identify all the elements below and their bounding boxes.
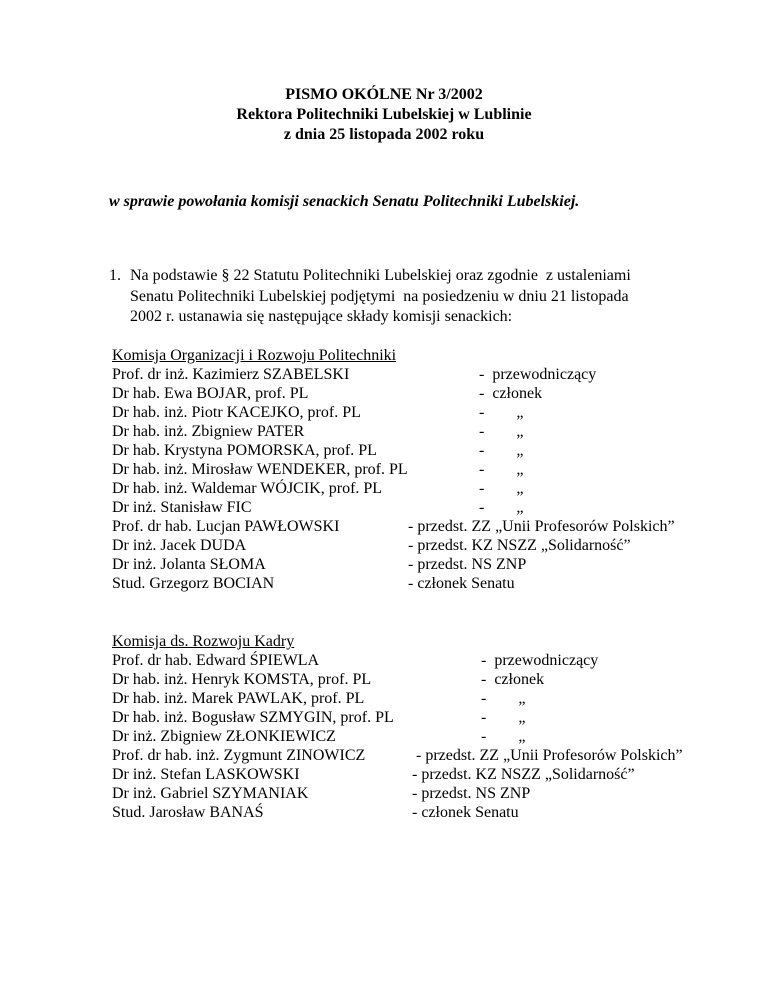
member-name: Stud. Grzegorz BOCIAN [112, 575, 275, 592]
paragraph-number: 1. [109, 267, 121, 284]
member-name: Prof. dr hab. Lucjan PAWŁOWSKI [112, 518, 340, 535]
member-name: Dr hab. Krystyna POMORSKA, prof. PL [112, 442, 377, 459]
member-name: Stud. Jarosław BANAŚ [112, 804, 264, 821]
paragraph-line: Senatu Politechniki Lubelskiej podjętymi na posiedzeniu w dniu 21 listopada [130, 287, 629, 305]
member-name: Dr hab. inż. Bogusław SZMYGIN, prof. PL [112, 709, 394, 726]
member-name: Dr hab. Ewa BOJAR, prof. PL [112, 385, 309, 402]
member-role: - członek [479, 385, 543, 402]
member-name: Dr hab. inż. Zbigniew PATER [112, 423, 305, 440]
member-role: - przedst. NS ZNP [408, 556, 527, 573]
member-role: - przedst. KZ NSZZ „Solidarność” [408, 537, 631, 554]
member-name: Dr hab. inż. Waldemar WÓJCIK, prof. PL [112, 480, 383, 497]
member-role: - członek Senatu [408, 575, 515, 592]
member-name: Dr hab. inż. Piotr KACEJKO, prof. PL [112, 404, 361, 421]
member-name: Prof. dr hab. inż. Zygmunt ZINOWICZ [112, 747, 366, 764]
member-role: - „ [481, 690, 526, 707]
document-title: PISMO OKÓLNE Nr 3/2002 [285, 86, 483, 103]
document-issuer: Rektora Politechniki Lubelskiej w Lublinie [236, 106, 532, 123]
member-role: - przedst. ZZ „Unii Profesorów Polskich” [416, 747, 683, 764]
member-role: - „ [481, 728, 526, 745]
paragraph-line: Na podstawie § 22 Statutu Politechniki Lubelskiej oraz zgodnie z ustaleniami [130, 267, 631, 284]
member-role: - „ [479, 499, 524, 516]
member-name: Dr hab. inż. Henryk KOMSTA, prof. PL [112, 671, 372, 688]
paragraph-line: 2002 r. ustanawia się następujące składy komisji senackich: [130, 308, 513, 325]
member-role: - przedst. ZZ „Unii Profesorów Polskich” [408, 518, 675, 535]
member-role: - „ [481, 709, 526, 726]
member-role: - przewodniczący [481, 652, 599, 669]
member-name: Dr hab. inż. Mirosław WENDEKER, prof. PL [112, 461, 408, 478]
member-name: Dr inż. Jolanta SŁOMA [112, 556, 266, 573]
member-name: Prof. dr hab. Edward ŚPIEWLA [112, 652, 320, 669]
member-role: - „ [479, 404, 524, 421]
committee-2-title: Komisja ds. Rozwoju Kadry [112, 633, 295, 650]
member-role: - przedst. NS ZNP [412, 785, 531, 802]
member-role: - „ [479, 423, 524, 440]
member-role: - przedst. KZ NSZZ „Solidarność” [412, 766, 635, 783]
member-name: Dr inż. Zbigniew ZŁONKIEWICZ [112, 728, 336, 745]
member-role: - „ [479, 480, 524, 497]
member-name: Dr inż. Stefan LASKOWSKI [112, 766, 300, 783]
member-name: Dr inż. Jacek DUDA [112, 537, 247, 554]
committee-1-title: Komisja Organizacji i Rozwoju Politechniki [112, 347, 397, 364]
member-name: Prof. dr inż. Kazimierz SZABELSKI [112, 366, 350, 383]
member-role: - „ [479, 461, 524, 478]
document-date: z dnia 25 listopada 2002 roku [283, 126, 485, 143]
paragraph-1 [109, 266, 739, 328]
member-name: Dr inż. Stanisław FIC [112, 499, 252, 516]
member-name: Dr hab. inż. Marek PAWLAK, prof. PL [112, 690, 365, 707]
member-role: - przewodniczący [479, 366, 597, 383]
member-role: - „ [479, 442, 524, 459]
member-name: Dr inż. Gabriel SZYMANIAK [112, 785, 309, 802]
member-role: - członek [481, 671, 545, 688]
document-subject: w sprawie powołania komisji senackich Senatu Politechniki Lubelskiej. [109, 193, 580, 210]
member-role: - członek Senatu [412, 804, 519, 821]
